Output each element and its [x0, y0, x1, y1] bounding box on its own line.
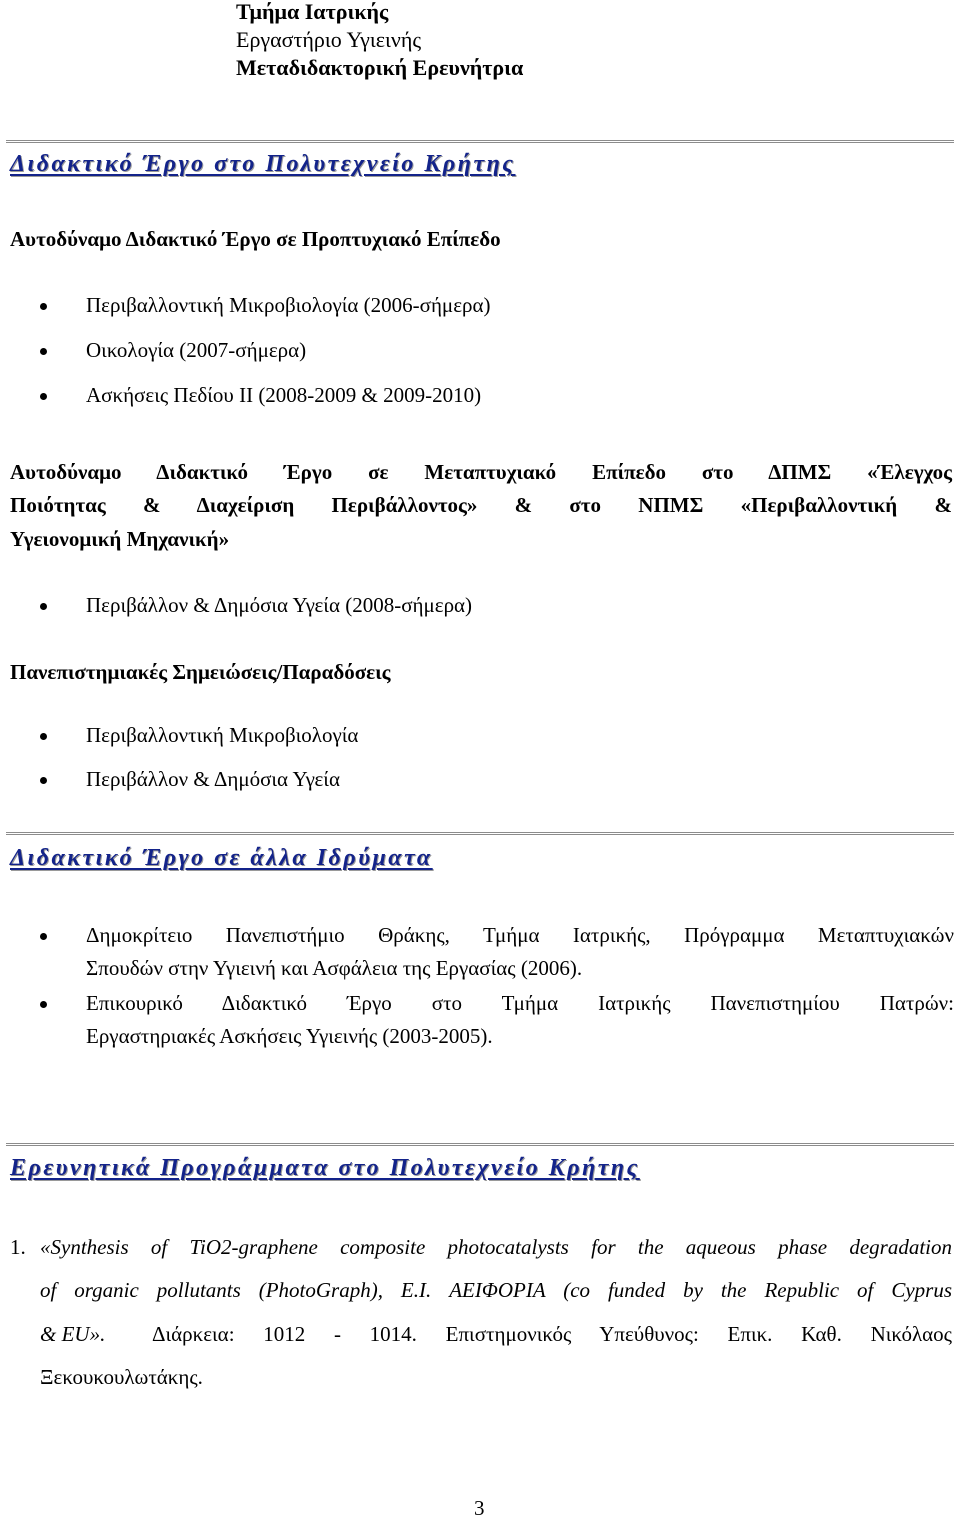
research-item-line2: of organic pollutants (PhotoGraph), E.I. ΑΕΙΦΟΡΙΑ (co funded by the Republic of Cyprus — [40, 1278, 952, 1302]
subheading-postgraduate-line3: Υγειονομική Μηχανική» — [10, 527, 230, 551]
research-item-funder-end: & EU». — [40, 1322, 106, 1346]
bullet-icon — [40, 1001, 47, 1008]
subheading-undergraduate: Αυτοδύναμο Διδακτικό Έργο σε Προπτυχιακό Επίπεδο — [10, 227, 501, 251]
subheading-postgraduate-line2: Ποιότητας & Διαχείριση Περιβάλλοντος» & στο ΝΠΜΣ «Περιβαλλοντική & — [10, 493, 952, 517]
research-item-line4: Ξεκουκουλωτάκης. — [40, 1365, 203, 1389]
research-item-number: 1. — [10, 1235, 26, 1259]
list-item-continuation: Σπουδών στην Υγιεινή και Ασφάλεια της Εργασίας (2006). — [86, 956, 583, 980]
subheading-lecture-notes: Πανεπιστημιακές Σημειώσεις/Παραδόσεις — [10, 660, 391, 684]
header-department: Τμήμα Ιατρικής — [236, 0, 389, 24]
research-item-line3 — [40, 1322, 952, 1347]
bullet-icon — [40, 733, 47, 740]
bullet-icon — [40, 777, 47, 784]
research-item-line1: «Synthesis of TiO2-graphene composite photocatalysts for the aqueous phase degradation — [40, 1235, 952, 1259]
section-divider — [6, 140, 954, 143]
bullet-icon — [40, 933, 47, 940]
header-laboratory: Εργαστήριο Υγιεινής — [236, 27, 422, 52]
subheading-postgraduate-line1: Αυτοδύναμο Διδακτικό Έργο σε Μεταπτυχιακό Επίπεδο στο ΔΠΜΣ «Έλεγχος — [10, 460, 952, 484]
research-item-duration: Διάρκεια: 1012 - 1014. Επιστημονικός Υπεύθυνος: Επικ. Καθ. Νικόλαος — [152, 1322, 952, 1346]
section-title-teaching-other: Διδακτικό Έργο σε άλλα Ιδρύματα — [10, 845, 433, 871]
bullet-icon — [40, 393, 47, 400]
list-item-continuation: Εργαστηριακές Ασκήσεις Υγιεινής (2003-2005). — [86, 1024, 493, 1048]
section-title-research: Ερευνητικά Προγράμματα στο Πολυτεχνείο Κρήτης — [10, 1155, 640, 1181]
bullet-icon — [40, 303, 47, 310]
bullet-icon — [40, 603, 47, 610]
section-divider — [6, 1143, 954, 1146]
section-title-teaching-tuc: Διδακτικό Έργο στο Πολυτεχνείο Κρήτης — [10, 151, 516, 177]
section-divider — [6, 832, 954, 835]
bullet-icon — [40, 348, 47, 355]
header-position: Μεταδιδακτορική Ερευνήτρια — [236, 55, 524, 80]
page-number: 3 — [474, 1496, 485, 1520]
